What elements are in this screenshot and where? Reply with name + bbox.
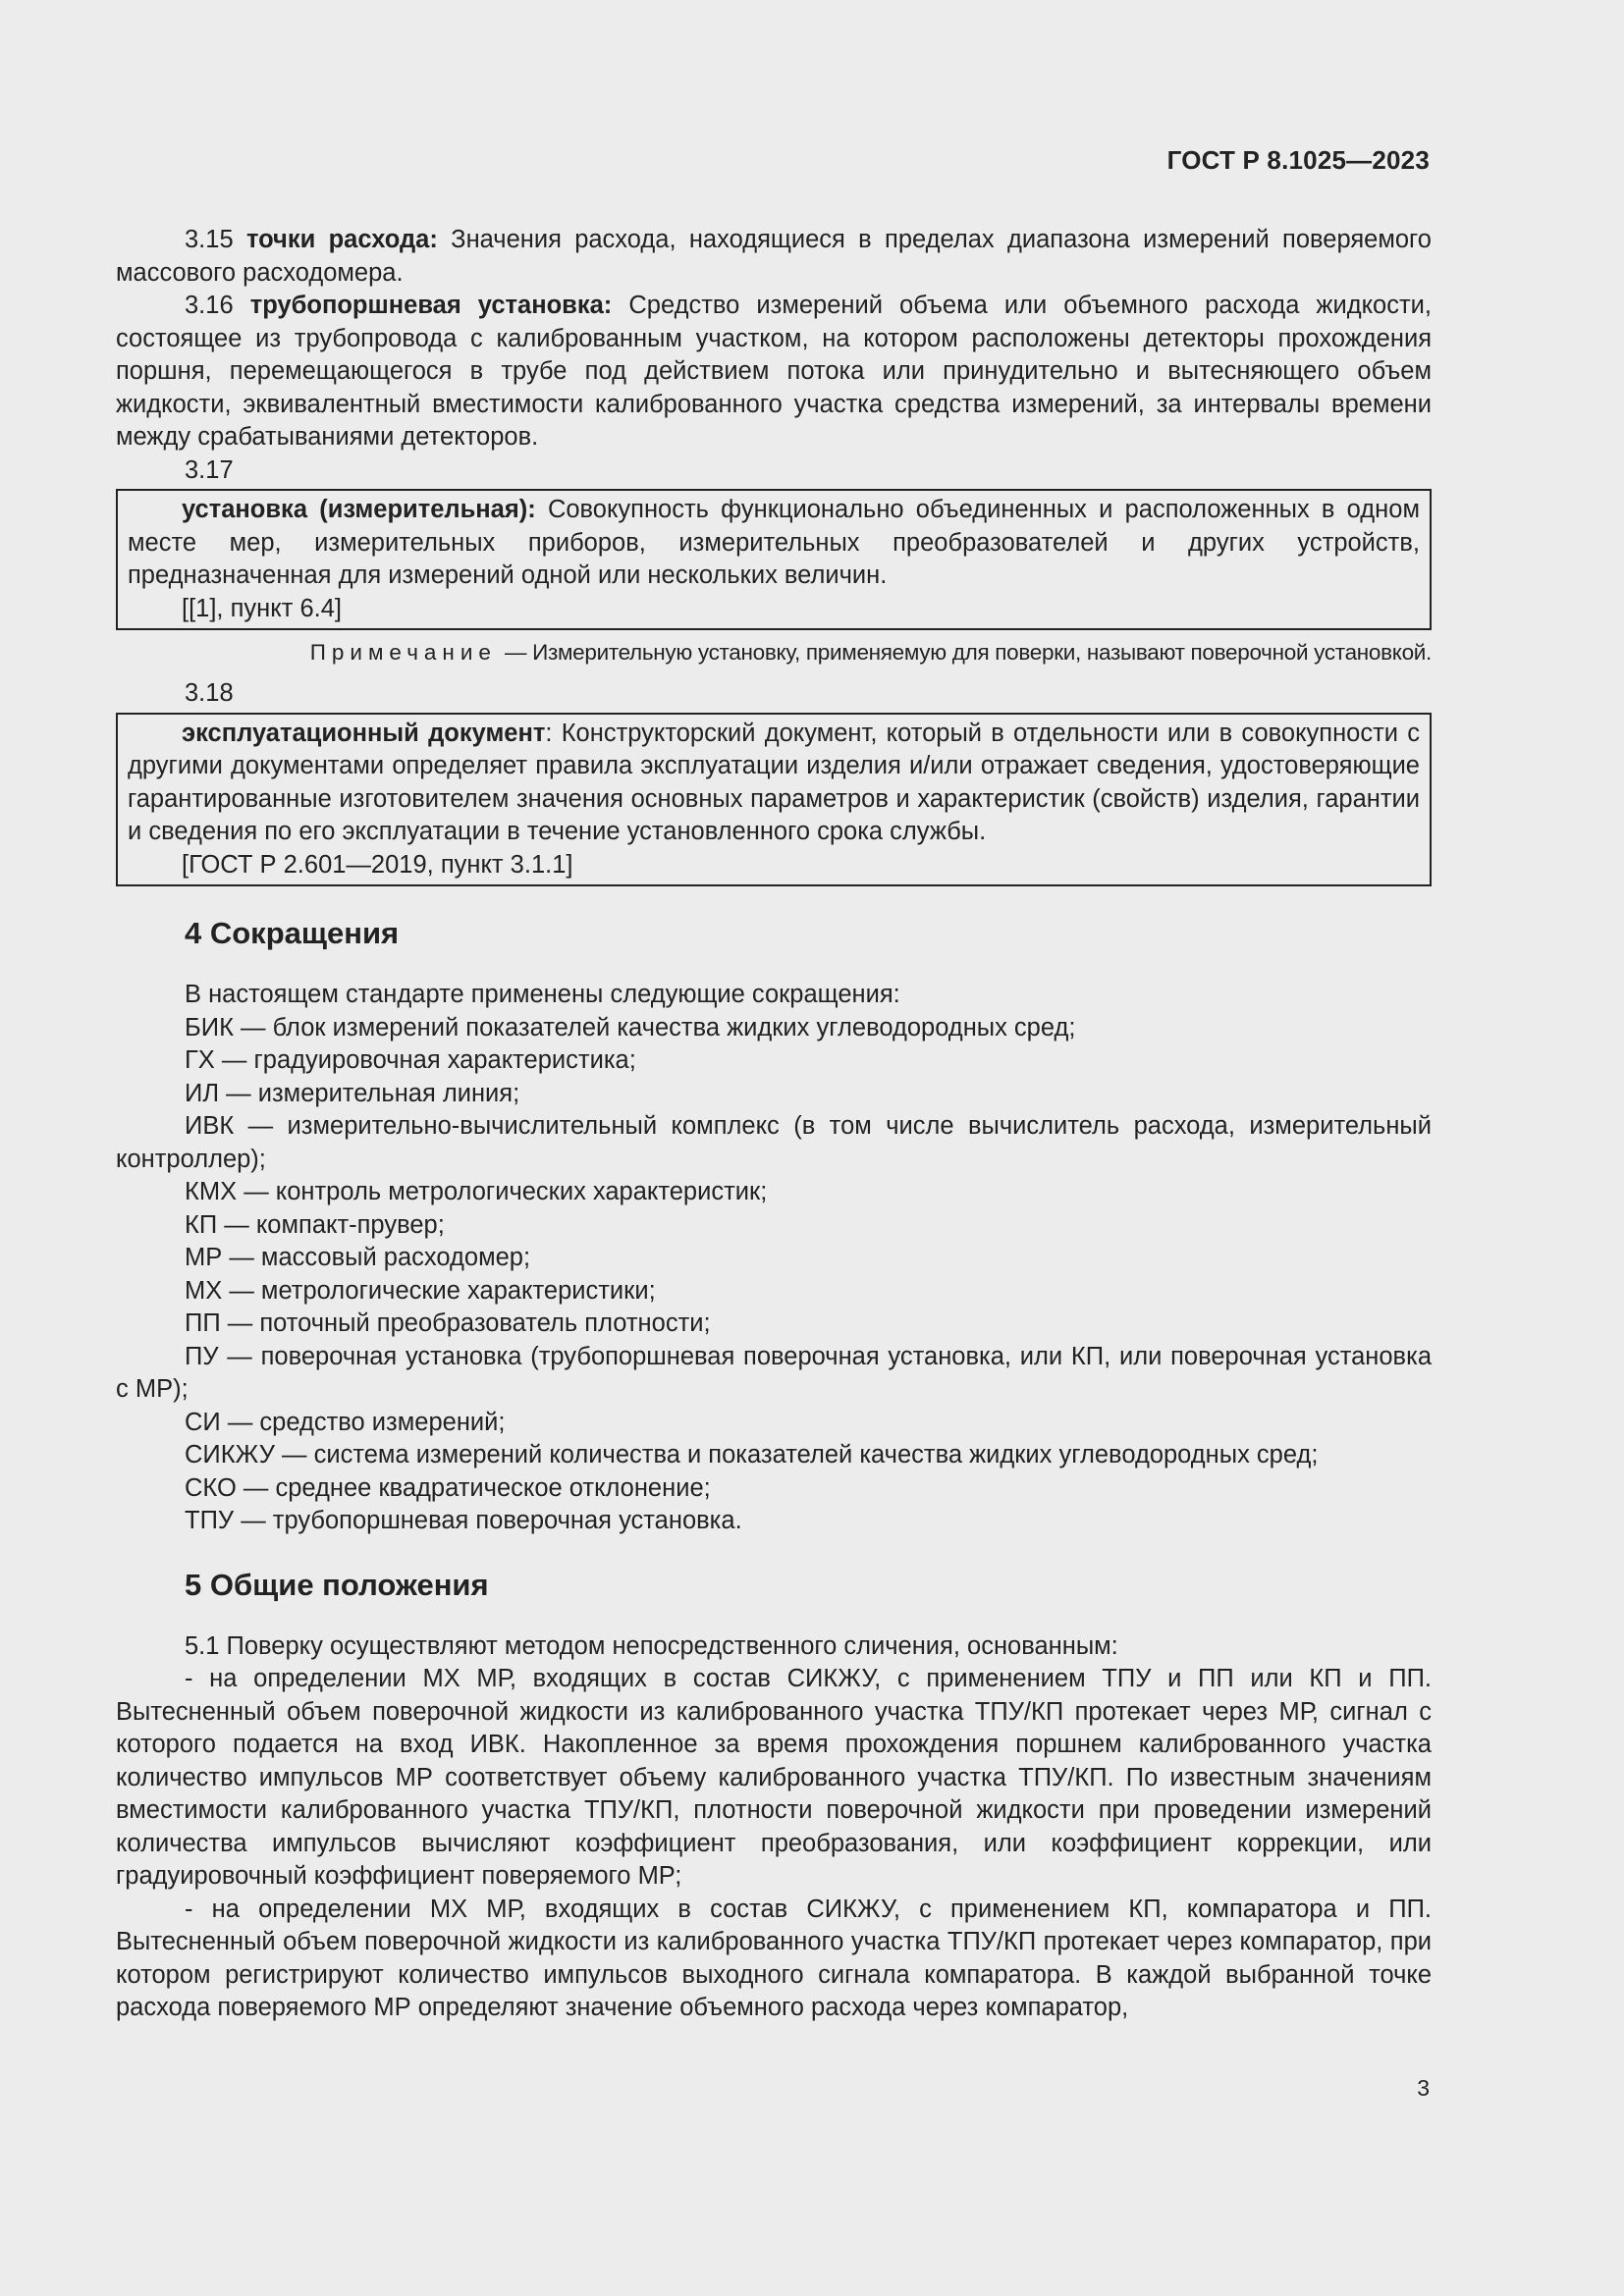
abbreviations-intro: В настоящем стандарте применены следующие сокращения: <box>185 981 900 1008</box>
abbreviation-item: СКО — среднее квадратическое отклонение; <box>185 1473 711 1502</box>
definition: Средство измерений объема или объемного расхода жидкости, состоящее из трубопровода с калиброванным участком, на котором расположены детекторы прохождения поршня, перемещающегося в трубе под действием потока или принудительно и вытесняющего объем жидкости, эквивалентный вместимости калиброванного участка средства измерений, за интервалы времени между срабатываниями детекторов. <box>116 292 1432 451</box>
clause-3-15 <box>116 224 1432 290</box>
clause-number: 3.16 <box>185 292 234 319</box>
clause-number: 3.15 <box>185 226 234 253</box>
clause-5-1: 5.1 Поверку осуществляют методом непосредственного сличения, основанным: <box>185 1631 1118 1660</box>
abbreviation-item: ПП — поточный преобразователь плотности; <box>185 1309 711 1337</box>
document-header: ГОСТ Р 8.1025—2023 <box>1166 145 1430 175</box>
definition: Совокупность функционально объединенных и расположенных в одном месте мер, измерительных приборов, измерительных преобразователей и других устройств, предназначенная для измерений одной или нескольких величин. <box>128 496 1420 589</box>
definition: Значения расхода, находящиеся в пределах диапазона измерений поверяемого массового расходомера. <box>116 226 1432 287</box>
section-5-title: 5 Общие положения <box>185 1567 489 1602</box>
clause-5-1-item: - на определении МХ МР, входящих в состав СИКЖУ, с применением КП, компаратора и ПП. Вытесненный объем поверочной жидкости из калиброванного участка ТПУ/КП протекает через компаратор, при котором регистрируют количество импульсов выходного сигнала компаратора. В каждой выбранной точке расхода поверяемого МР определяют значение объемного расхода через компаратор, <box>116 1895 1432 2021</box>
clause-number-3-17: 3.17 <box>185 455 234 484</box>
document-body <box>116 224 1432 2025</box>
page-number: 3 <box>1417 2075 1430 2101</box>
clause-number-3-18: 3.18 <box>185 679 234 707</box>
term: трубопоршневая установка: <box>249 292 613 319</box>
abbreviation-item: ИВК — измерительно-вычислительный комплекс (в том числе вычислитель расхода, измерительный контроллер); <box>116 1112 1432 1173</box>
definition: : Конструкторский документ, который в отдельности или в совокупности с другими документами определяет правила эксплуатации изделия и/или отражает сведения, удостоверяющие гарантированные изготовителем значения основных параметров и характеристик (свойств) изделия, гарантии и сведения по его эксплуатации в течение установленного срока службы. <box>128 719 1421 845</box>
reference: [ГОСТ Р 2.601—2019, пункт 3.1.1] <box>182 850 573 879</box>
clause-3-17 <box>128 494 1420 593</box>
abbreviation-item: ТПУ — трубопоршневая поверочная установка. <box>185 1507 742 1534</box>
abbreviation-item: МХ — метрологические характеристики; <box>185 1276 656 1305</box>
clause-3-16 <box>116 290 1432 454</box>
term: точки расхода: <box>245 226 438 253</box>
clause-5-1-item: - на определении МХ МР, входящих в состав СИКЖУ, с применением ТПУ и ПП или КП и ПП. Вытесненный объем поверочной жидкости из калиброванного участка ТПУ/КП протекает через МР, сигнал с которого подается на вход ИВК. Накопленное за время прохождения поршнем калиброванного участка количество импульсов МР соответствует объему калиброванного участка ТПУ/КП. По известным значениям вместимости калиброванного участка ТПУ/КП, плотности поверочной жидкости при проведении измерений количества импульсов вычисляют коэффициент преобразования, или коэффициент коррекции, или градуировочный коэффициент поверяемого МР; <box>116 1665 1432 1890</box>
section-4-title: 4 Сокращения <box>185 916 400 950</box>
abbreviation-item: МР — массовый расходомер; <box>185 1244 531 1271</box>
abbreviation-item: СИКЖУ — система измерений количества и показателей качества жидких углеводородных сред; <box>185 1441 1319 1468</box>
abbreviation-item: СИ — средство измерений; <box>185 1408 506 1436</box>
clause-3-18 <box>128 718 1420 849</box>
note-label: Примечание <box>309 640 497 665</box>
definition-box-3-17 <box>116 489 1432 630</box>
reference: [[1], пункт 6.4] <box>182 594 342 622</box>
abbreviation-item: ИЛ — измерительная линия; <box>185 1079 520 1107</box>
note-text: — Измерительную установку, применяемую для поверки, называют поверочной установкой. <box>504 640 1432 665</box>
abbreviation-item: КМХ — контроль метрологических характеристик; <box>185 1178 768 1205</box>
note <box>116 636 1432 669</box>
abbreviation-item: БИК — блок измерений показателей качества жидких углеводородных сред; <box>185 1013 1076 1041</box>
term: эксплуатационный документ <box>182 719 546 747</box>
abbreviation-item: ГХ — градуировочная характеристика; <box>185 1046 636 1074</box>
abbreviation-item: ПУ — поверочная установка (трубопоршневая поверочная установка, или КП, или поверочная установка с МР); <box>116 1342 1432 1403</box>
abbreviation-item: КП — компакт-прувер; <box>185 1210 445 1239</box>
term: установка (измерительная): <box>182 496 536 523</box>
definition-box-3-18 <box>116 713 1432 887</box>
